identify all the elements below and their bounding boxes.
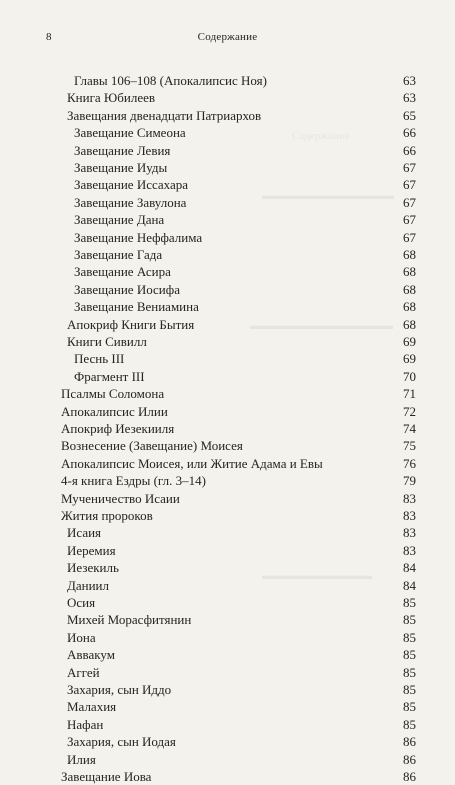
toc-entry-title: Нафан — [67, 716, 104, 732]
toc-entry-page: 68 — [403, 264, 416, 280]
toc-entry — [0, 298, 455, 315]
toc-entry — [0, 124, 455, 141]
toc-entry — [0, 577, 455, 594]
toc-entry-title: Книга Юбилеев — [67, 90, 156, 106]
toc-entry-title: Иезекиль — [67, 560, 119, 576]
toc-entry — [0, 403, 455, 420]
toc-entry — [0, 698, 455, 715]
toc-entry-title: Апокриф Иезекииля — [61, 421, 175, 436]
toc-entry-page: 67 — [403, 194, 416, 210]
toc-entry — [0, 611, 455, 628]
toc-entry-title: Михей Морасфитянин — [67, 612, 192, 628]
toc-entry — [0, 281, 455, 298]
toc-entry-title: Песнь III — [74, 351, 125, 367]
toc-entry — [0, 107, 455, 124]
toc-entry — [0, 316, 455, 333]
toc-entry-title: Исаия — [67, 525, 102, 541]
toc-entry-page: 68 — [403, 299, 416, 315]
bleed-through-text: ▬▬▬▬▬▬▬▬▬▬ — [262, 570, 372, 582]
toc-entry-page: 69 — [403, 334, 416, 349]
bleed-through-text: Содержание — [292, 130, 350, 142]
toc-entry — [0, 211, 455, 228]
toc-entry-page: 76 — [403, 455, 416, 471]
toc-entry — [0, 176, 455, 193]
toc-entry-page: 67 — [403, 212, 416, 228]
toc-entry-title: 4-я книга Ездры (гл. 3–14) — [61, 473, 206, 489]
toc-entry — [0, 490, 455, 507]
toc-entry-title: Завещание Гада — [74, 247, 163, 262]
toc-entry — [0, 229, 455, 246]
toc-entry-page: 84 — [403, 577, 416, 593]
toc-entry — [0, 559, 455, 576]
toc-entry-page: 83 — [403, 490, 416, 506]
toc-entry-page: 68 — [403, 281, 416, 297]
toc-entry-page: 70 — [403, 368, 416, 384]
toc-entry-page: 85 — [403, 664, 416, 680]
toc-entry-title: Мученичество Исаии — [61, 490, 180, 506]
toc-entry-title: Завещание Дана — [74, 212, 165, 228]
toc-entry-page: 74 — [403, 421, 416, 436]
toc-entry — [0, 681, 455, 698]
toc-entry-page: 68 — [403, 316, 416, 332]
toc-entry-page: 66 — [403, 125, 416, 141]
toc-entry-title: Завещание Иова — [61, 769, 152, 784]
toc-entry-title: Захария, сын Иодая — [67, 734, 176, 750]
bleed-through-text: ▬▬▬▬▬▬▬▬▬▬▬▬▬ — [250, 320, 393, 332]
toc-entry-page: 83 — [403, 542, 416, 558]
toc-entry — [0, 524, 455, 541]
toc-entry — [0, 385, 455, 402]
toc-entry-page: 83 — [403, 525, 416, 541]
toc-entry — [0, 733, 455, 750]
toc-entry — [0, 629, 455, 646]
toc-entry-title: Завещание Иуды — [74, 160, 168, 175]
running-title: Содержание — [197, 31, 258, 43]
toc-entry — [0, 437, 455, 454]
toc-entry-title: Аггей — [67, 664, 100, 680]
toc-entry-title: Завещание Иосифа — [74, 281, 180, 297]
toc-entry-title: Завещания двенадцати Патриархов — [67, 107, 262, 123]
toc-entry-title: Фрагмент III — [74, 368, 145, 384]
toc-entry-page: 85 — [403, 629, 416, 645]
toc-entry-page: 83 — [403, 508, 416, 523]
toc-entry — [0, 455, 455, 472]
toc-entry — [0, 246, 455, 263]
toc-entry — [0, 646, 455, 663]
toc-entry — [0, 72, 455, 89]
toc-entry-title: Апокриф Книги Бытия — [67, 316, 195, 332]
toc-entry — [0, 333, 455, 350]
toc-entry — [0, 664, 455, 681]
toc-entry-title: Даниил — [67, 577, 109, 593]
toc-entry-page: 85 — [403, 595, 416, 610]
toc-entry-page: 86 — [403, 769, 416, 784]
page-number: 8 — [46, 31, 52, 43]
toc-entry-page: 86 — [403, 751, 416, 767]
toc-entry — [0, 542, 455, 559]
toc-entry — [0, 159, 455, 176]
toc-entry — [0, 350, 455, 367]
toc-entry-title: Захария, сын Иддо — [67, 682, 172, 697]
page-header — [0, 31, 455, 47]
toc-entry — [0, 768, 455, 785]
toc-entry — [0, 716, 455, 733]
toc-entry-title: Завещание Левия — [74, 142, 171, 158]
toc-entry-title: Вознесение (Завещание) Моисея — [61, 438, 243, 454]
toc-entry — [0, 472, 455, 489]
toc-entry-page: 66 — [403, 142, 416, 158]
toc-entry — [0, 142, 455, 159]
toc-entry-page: 79 — [403, 473, 416, 489]
toc-entry-title: Малахия — [67, 699, 117, 715]
toc-entry-title: Иеремия — [67, 542, 116, 558]
bleed-through-text: ▬▬▬▬▬▬▬▬▬▬▬▬ — [262, 190, 394, 202]
toc-entry — [0, 263, 455, 280]
toc-entry — [0, 368, 455, 385]
toc-entry-title: Главы 106–108 (Апокалипсис Ноя) — [74, 73, 267, 88]
toc-entry — [0, 751, 455, 768]
toc-entry-page: 67 — [403, 160, 416, 175]
toc-entry-page: 85 — [403, 647, 416, 663]
toc-entry-title: Жития пророков — [61, 508, 153, 523]
toc-entry-title: Завещание Завулона — [74, 194, 187, 210]
toc-entry — [0, 594, 455, 611]
toc-entry-page: 85 — [403, 612, 416, 628]
toc-entry-title: Завещание Асира — [74, 264, 171, 280]
toc-entry-title: Завещание Симеона — [74, 125, 186, 141]
toc-entry-title: Псалмы Соломона — [61, 386, 165, 402]
toc-entry-page: 63 — [403, 90, 416, 106]
toc-entry — [0, 420, 455, 437]
toc-entry-title: Апокалипсис Моисея, или Житие Адама и Евы — [61, 455, 323, 471]
toc-entry — [0, 89, 455, 106]
toc-entry — [0, 507, 455, 524]
toc-entry-title: Завещание Вениамина — [74, 299, 199, 315]
toc-entry-page: 75 — [403, 438, 416, 454]
toc-entry-page: 63 — [403, 73, 416, 88]
toc-entry-page: 85 — [403, 699, 416, 715]
toc-entry-title: Апокалипсис Илии — [61, 403, 168, 419]
toc-entry-page: 65 — [403, 107, 416, 123]
toc-entry-page: 67 — [403, 229, 416, 245]
toc-entry-page: 85 — [403, 682, 416, 697]
toc-entry — [0, 194, 455, 211]
toc-entry-page: 71 — [403, 386, 416, 402]
toc-entry-title: Завещание Неффалима — [74, 229, 203, 245]
toc-entry-title: Осия — [67, 595, 96, 610]
toc-entry-page: 69 — [403, 351, 416, 367]
toc-entry-page: 67 — [403, 177, 416, 193]
toc-entry-page: 86 — [403, 734, 416, 750]
toc-entry-title: Завещание Иссахара — [74, 177, 189, 193]
toc-entry-page: 85 — [403, 716, 416, 732]
toc-entry-title: Иона — [67, 629, 96, 645]
toc-entry-title: Аввакум — [67, 647, 115, 663]
toc-entry-page: 84 — [403, 560, 416, 576]
toc-entry-title: Илия — [67, 751, 96, 767]
toc-entry-page: 68 — [403, 247, 416, 262]
toc-entry-page: 72 — [403, 403, 416, 419]
toc-entry-title: Книги Сивилл — [67, 334, 147, 349]
